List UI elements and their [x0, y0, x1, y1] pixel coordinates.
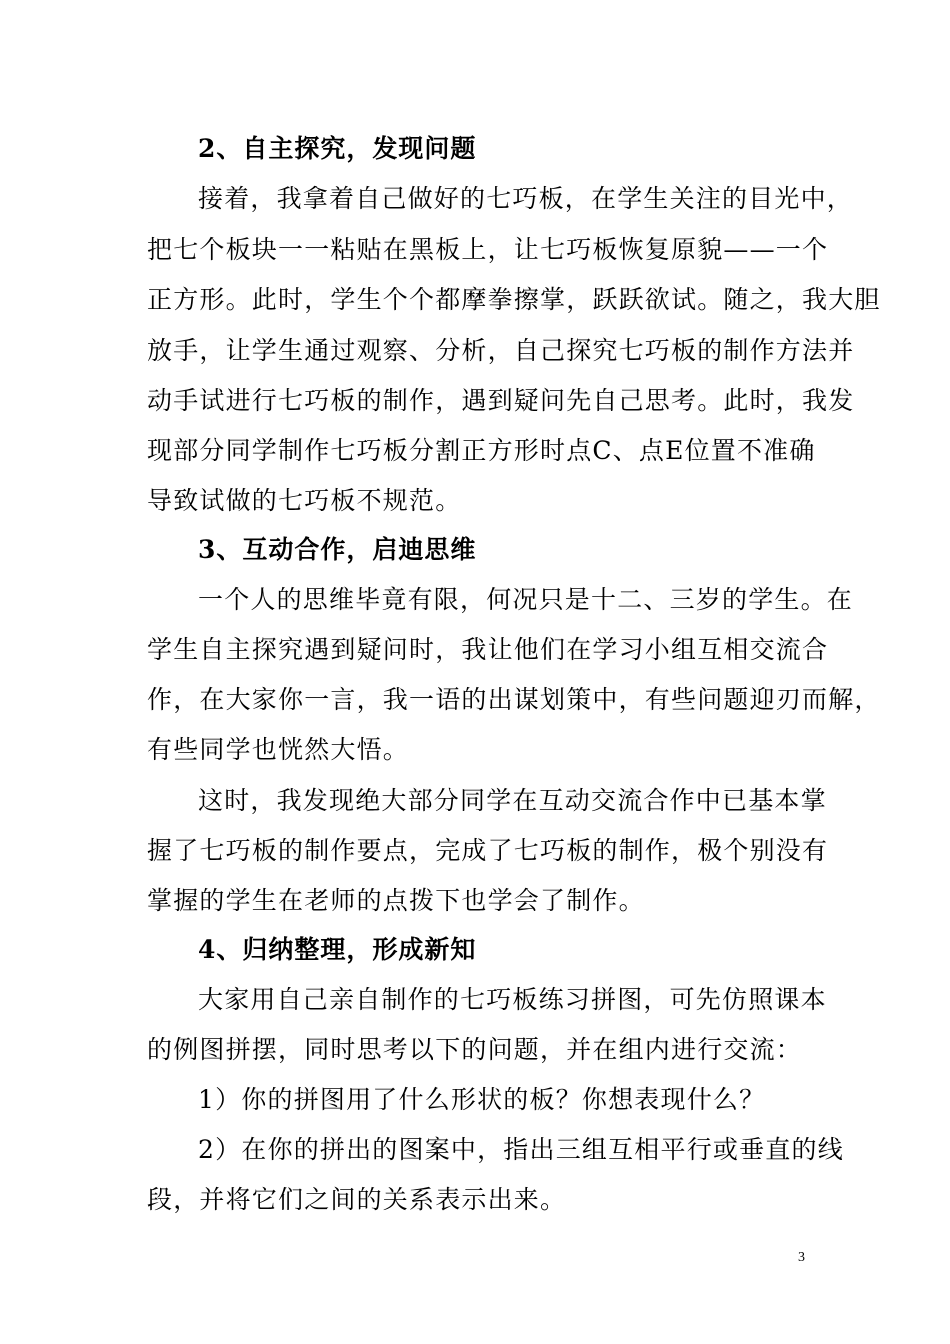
- paragraph-line: 掌握的学生在老师的点拨下也学会了制作。: [147, 886, 645, 915]
- paragraph-line: 握了七巧板的制作要点，完成了七巧板的制作，极个别没有: [147, 836, 829, 865]
- section-heading: 3、互动合作，启迪思维: [198, 535, 477, 564]
- paragraph-line: 有些同学也恍然大悟。: [147, 735, 410, 764]
- paragraph-line: 动手试进行七巧板的制作，遇到疑问先自己思考。此时，我发: [147, 386, 855, 415]
- list-item: 1）你的拼图用了什么形状的板？你想表现什么？: [198, 1085, 766, 1114]
- paragraph-line: 接着，我拿着自己做好的七巧板，在学生关注的目光中，: [198, 184, 854, 213]
- paragraph-line: 把七个板块一一粘贴在黑板上，让七巧板恢复原貌——一个: [147, 235, 829, 264]
- list-item: 2）在你的拼出的图案中，指出三组互相平行或垂直的线: [198, 1135, 844, 1164]
- paragraph-line: 正方形。此时，学生个个都摩拳擦掌，跃跃欲试。随之，我大胆: [147, 285, 881, 314]
- paragraph-line: 作，在大家你一言，我一语的出谋划策中，有些问题迎刃而解，: [147, 685, 881, 714]
- paragraph-line: 学生自主探究遇到疑问时，我让他们在学习小组互相交流合: [147, 635, 829, 664]
- paragraph-line: 大家用自己亲自制作的七巧板练习拼图，可先仿照课本: [198, 985, 827, 1014]
- paragraph-line: 一个人的思维毕竟有限，何况只是十二、三岁的学生。在: [198, 585, 854, 614]
- paragraph-line: 放手，让学生通过观察、分析，自己探究七巧板的制作方法并: [147, 336, 855, 365]
- paragraph-line: 段，并将它们之间的关系表示出来。: [147, 1185, 567, 1214]
- section-heading: 2、自主探究，发现问题: [198, 134, 477, 163]
- paragraph-line: 导致试做的七巧板不规范。: [147, 486, 462, 515]
- paragraph-line: 这时，我发现绝大部分同学在互动交流合作中已基本掌: [198, 786, 827, 815]
- paragraph-line: 现部分同学制作七巧板分割正方形时点C、点E位置不准确: [147, 436, 816, 465]
- page-number: 3: [798, 1250, 805, 1265]
- section-heading: 4、归纳整理，形成新知: [198, 935, 477, 964]
- paragraph-line: 的例图拼摆，同时思考以下的问题，并在组内进行交流：: [147, 1035, 803, 1064]
